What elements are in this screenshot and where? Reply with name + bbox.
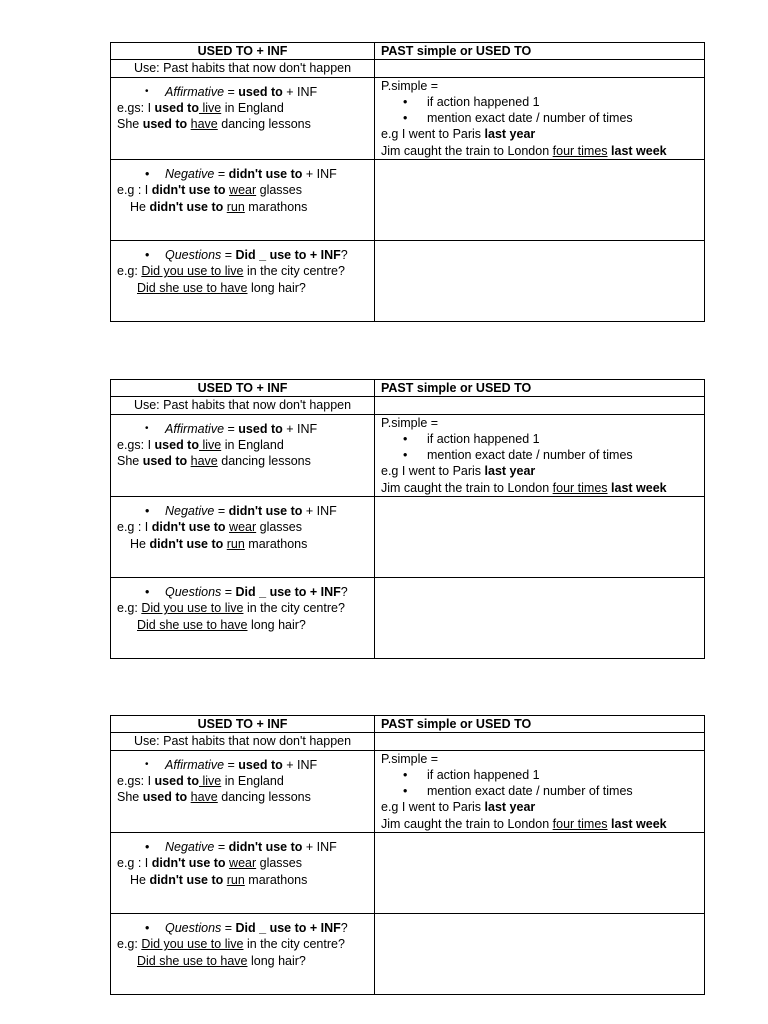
past-simple-cell [375, 750, 705, 832]
header-row [111, 380, 705, 397]
affirmative-row [111, 77, 705, 159]
questions-cell [111, 578, 375, 659]
affirmative-formula: • Affirmative = used to + INF [145, 421, 318, 436]
negative-cell [111, 497, 375, 578]
questions-example-1: e.g: Did you use to live in the city centre? [117, 264, 345, 279]
affirmative-cell [111, 750, 375, 832]
negative-formula: • Negative = didn't use to + INF [145, 504, 337, 519]
questions-example-2: Did she use to have long hair? [137, 280, 306, 295]
grammar-table-3 [110, 715, 705, 995]
negative-formula: • Negative = didn't use to + INF [145, 840, 337, 855]
questions-row [111, 914, 705, 995]
affirmative-formula: • Affirmative = used to + INF [145, 757, 318, 772]
questions-example-2: Did she use to have long hair? [137, 617, 306, 632]
past-simple-title: P.simple = [381, 415, 439, 430]
negative-example-1: e.g : I didn't use to wear glasses [117, 520, 302, 535]
questions-row [111, 241, 705, 322]
questions-example-1: e.g: Did you use to live in the city centre? [117, 937, 345, 952]
affirmative-cell [111, 414, 375, 496]
questions-formula: • Questions = Did _ use to + INF? [145, 921, 348, 936]
past-simple-point-1: • if action happened 1 [403, 94, 540, 109]
header-used-to: USED TO + INF [111, 380, 375, 397]
past-simple-example-1: e.g I went to Paris last year [381, 464, 536, 479]
questions-example-1: e.g: Did you use to live in the city centre? [117, 601, 345, 616]
negative-example-1: e.g : I didn't use to wear glasses [117, 183, 302, 198]
empty-cell [375, 733, 705, 750]
use-description: Use: Past habits that now don't happen [111, 60, 375, 77]
negative-row [111, 833, 705, 914]
affirmative-example-2: She used to have dancing lessons [117, 454, 311, 469]
empty-cell [375, 833, 705, 914]
negative-formula: • Negative = didn't use to + INF [145, 167, 337, 182]
past-simple-point-1: • if action happened 1 [403, 431, 540, 446]
affirmative-example-1: e.gs: I used to live in England [117, 437, 284, 452]
negative-example-2: He didn't use to run marathons [130, 536, 308, 551]
past-simple-point-2: • mention exact date / number of times [403, 784, 633, 799]
header-row [111, 716, 705, 733]
questions-cell [111, 914, 375, 995]
use-row [111, 733, 705, 750]
questions-formula: • Questions = Did _ use to + INF? [145, 248, 348, 263]
affirmative-example-2: She used to have dancing lessons [117, 790, 311, 805]
use-row [111, 60, 705, 77]
header-row [111, 43, 705, 60]
header-past-simple: PAST simple or USED TO [375, 716, 705, 733]
negative-example-1: e.g : I didn't use to wear glasses [117, 856, 302, 871]
past-simple-example-1: e.g I went to Paris last year [381, 800, 536, 815]
affirmative-example-2: She used to have dancing lessons [117, 117, 311, 132]
affirmative-row [111, 750, 705, 832]
affirmative-formula: • Affirmative = used to + INF [145, 84, 318, 99]
negative-cell [111, 833, 375, 914]
negative-row [111, 160, 705, 241]
use-description: Use: Past habits that now don't happen [111, 733, 375, 750]
empty-cell [375, 60, 705, 77]
negative-cell [111, 160, 375, 241]
grammar-table-1 [110, 42, 705, 322]
past-simple-point-1: • if action happened 1 [403, 767, 540, 782]
grammar-table-2 [110, 379, 705, 659]
negative-row [111, 497, 705, 578]
past-simple-point-2: • mention exact date / number of times [403, 111, 633, 126]
past-simple-example-2: Jim caught the train to London four times last week [381, 143, 667, 158]
affirmative-cell [111, 77, 375, 159]
header-used-to: USED TO + INF [111, 716, 375, 733]
affirmative-row [111, 414, 705, 496]
past-simple-point-2: • mention exact date / number of times [403, 448, 633, 463]
affirmative-example-1: e.gs: I used to live in England [117, 100, 284, 115]
past-simple-cell [375, 414, 705, 496]
header-past-simple: PAST simple or USED TO [375, 43, 705, 60]
past-simple-title: P.simple = [381, 78, 439, 93]
negative-example-2: He didn't use to run marathons [130, 872, 308, 887]
use-description: Use: Past habits that now don't happen [111, 397, 375, 414]
past-simple-example-2: Jim caught the train to London four times last week [381, 480, 667, 495]
questions-formula: • Questions = Did _ use to + INF? [145, 585, 348, 600]
past-simple-example-2: Jim caught the train to London four times last week [381, 816, 667, 831]
header-used-to: USED TO + INF [111, 43, 375, 60]
past-simple-example-1: e.g I went to Paris last year [381, 127, 536, 142]
empty-cell [375, 578, 705, 659]
past-simple-title: P.simple = [381, 751, 439, 766]
empty-cell [375, 914, 705, 995]
questions-cell [111, 241, 375, 322]
empty-cell [375, 397, 705, 414]
empty-cell [375, 160, 705, 241]
questions-row [111, 578, 705, 659]
questions-example-2: Did she use to have long hair? [137, 953, 306, 968]
affirmative-example-1: e.gs: I used to live in England [117, 773, 284, 788]
past-simple-cell [375, 77, 705, 159]
use-row [111, 397, 705, 414]
empty-cell [375, 241, 705, 322]
negative-example-2: He didn't use to run marathons [130, 199, 308, 214]
empty-cell [375, 497, 705, 578]
header-past-simple: PAST simple or USED TO [375, 380, 705, 397]
